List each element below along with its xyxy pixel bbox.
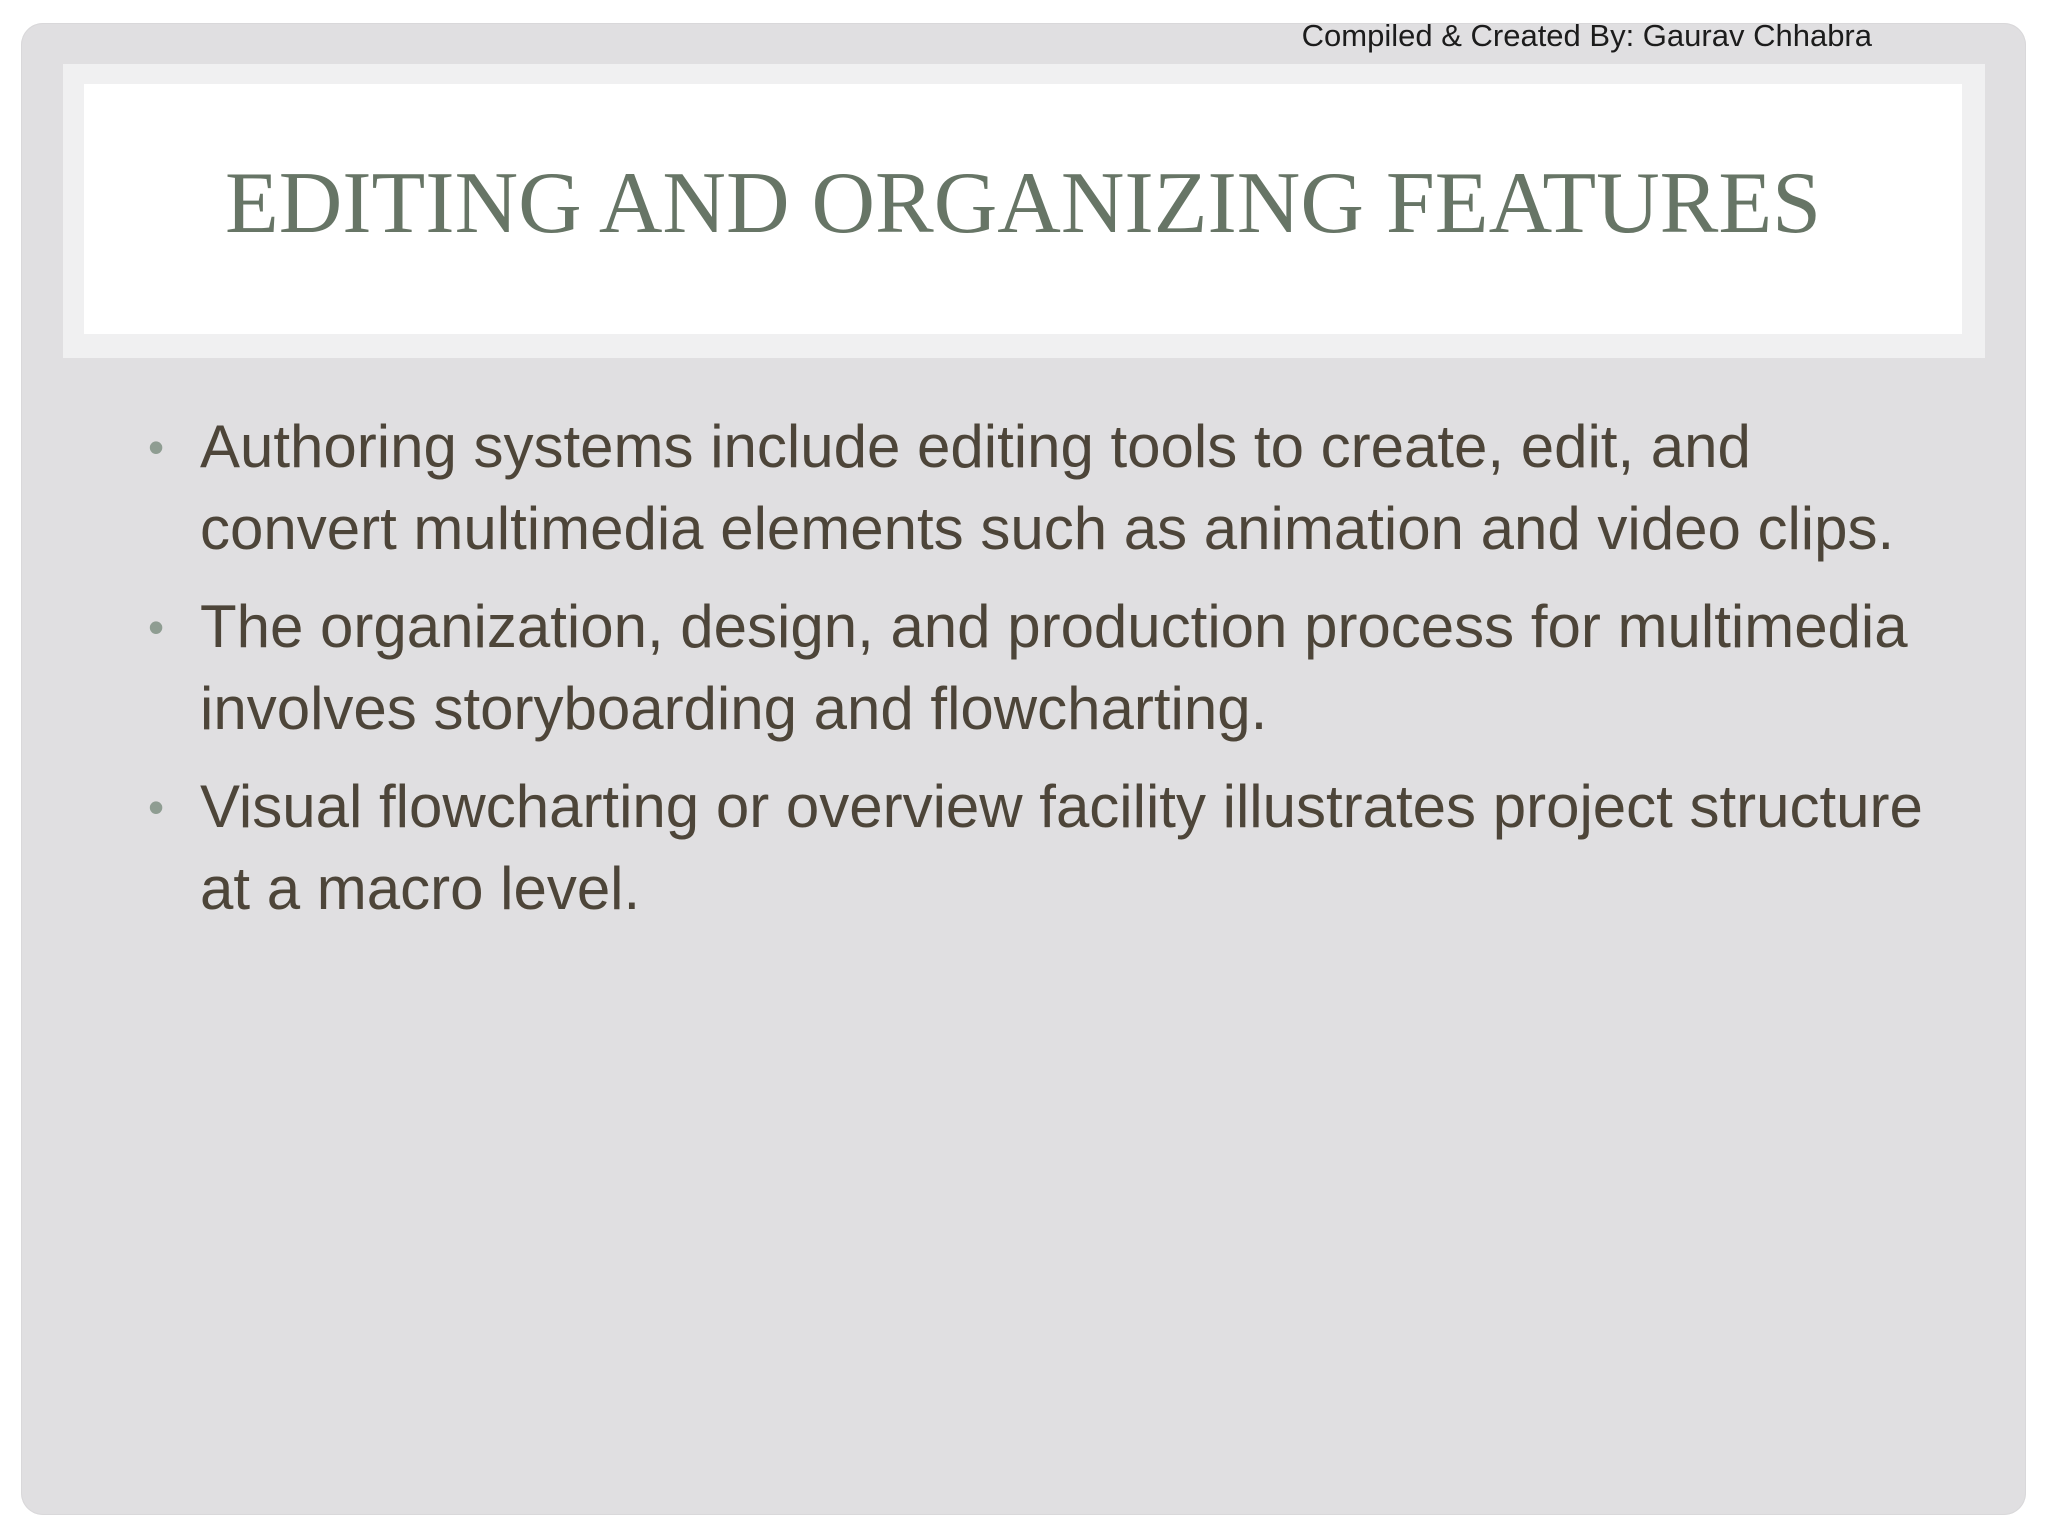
slide-title: EDITING AND ORGANIZING FEATURES bbox=[224, 154, 1822, 252]
bullet-text: Visual flowcharting or overview facility illustrates project structure at a macro level. bbox=[200, 773, 1923, 922]
bullet-list bbox=[148, 406, 1948, 946]
bullet-marker: • bbox=[148, 601, 165, 653]
bullet-text: Authoring systems include editing tools to create, edit, and convert multimedia elements such as animation and video clips. bbox=[200, 413, 1895, 562]
bullet-marker: • bbox=[148, 781, 165, 833]
bullet-item bbox=[148, 766, 1948, 930]
bullet-item bbox=[148, 406, 1948, 570]
bullet-marker: • bbox=[148, 421, 165, 473]
bullet-text: The organization, design, and production process for multimedia involves storyboarding and flowcharting. bbox=[200, 593, 1908, 742]
title-box bbox=[84, 84, 1962, 334]
author-credit: Compiled & Created By: Gaurav Chhabra bbox=[1301, 18, 1872, 53]
bullet-item bbox=[148, 586, 1948, 750]
